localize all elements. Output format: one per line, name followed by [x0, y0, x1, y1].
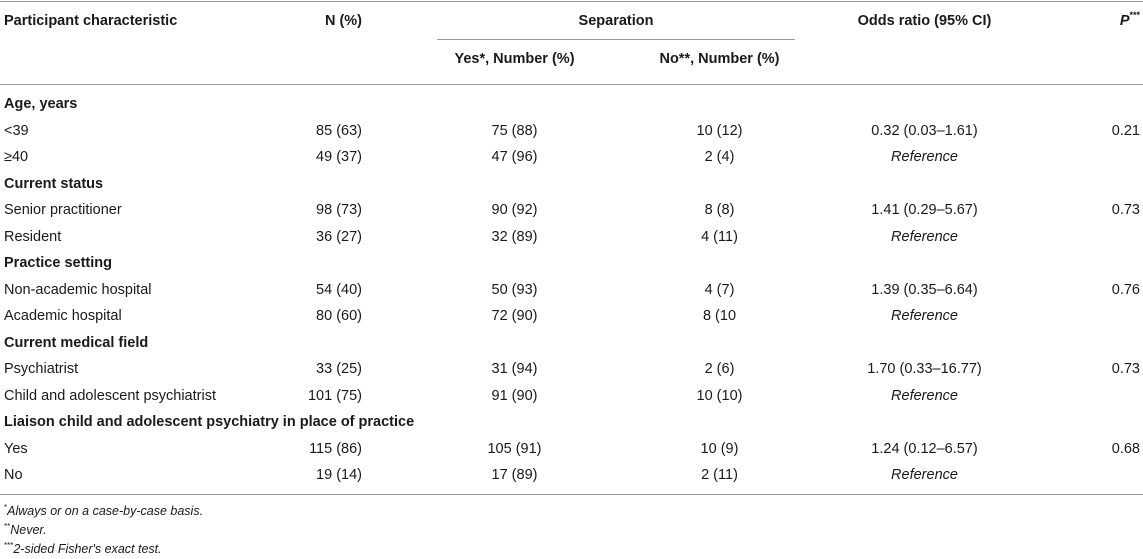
header-n: N (%) — [324, 13, 362, 29]
cell-or: Reference — [891, 149, 958, 165]
cell-p: 0.68 — [1111, 441, 1140, 457]
cell-no: 8 (8) — [704, 202, 735, 218]
separation-subrule — [437, 39, 795, 40]
cell-yes: 75 (88) — [491, 123, 538, 139]
cell-label: Academic hospital — [4, 308, 122, 324]
group-heading: Current status — [4, 176, 104, 192]
table-top-rule — [0, 1, 1143, 2]
cell-n: 85 (63) — [316, 123, 362, 139]
cell-label: Non-academic hospital — [4, 282, 152, 298]
header-odds-ratio: Odds ratio (95% CI) — [857, 13, 992, 29]
cell-no: 10 (10) — [696, 388, 743, 404]
cell-n: 19 (14) — [316, 467, 362, 483]
cell-yes: 47 (96) — [491, 149, 538, 165]
cell-no: 10 (12) — [696, 123, 743, 139]
cell-n: 98 (73) — [316, 202, 362, 218]
cell-yes: 72 (90) — [491, 308, 538, 324]
header-rule — [0, 84, 1143, 85]
cell-yes: 32 (89) — [491, 229, 538, 245]
cell-label: ≥40 — [4, 149, 29, 165]
header-yes: Yes*, Number (%) — [454, 51, 575, 67]
cell-or: Reference — [891, 229, 958, 245]
cell-no: 4 (7) — [704, 282, 735, 298]
cell-or: 0.32 (0.03–1.61) — [871, 123, 978, 139]
cell-or: 1.70 (0.33–16.77) — [867, 361, 982, 377]
footnote: **Never. — [4, 522, 47, 537]
cell-label: Psychiatrist — [4, 361, 79, 377]
cell-n: 101 (75) — [307, 388, 362, 404]
cell-label: <39 — [4, 123, 29, 139]
cell-yes: 90 (92) — [491, 202, 538, 218]
cell-n: 54 (40) — [316, 282, 362, 298]
cell-n: 80 (60) — [316, 308, 362, 324]
cell-or: Reference — [891, 388, 958, 404]
cell-p: 0.73 — [1111, 202, 1140, 218]
cell-no: 10 (9) — [700, 441, 739, 457]
cell-or: 1.39 (0.35–6.64) — [871, 282, 978, 298]
cell-p: 0.76 — [1111, 282, 1140, 298]
cell-n: 115 (86) — [309, 441, 362, 457]
cell-or: 1.24 (0.12–6.57) — [871, 441, 978, 457]
cell-label: Resident — [4, 229, 62, 245]
footnote: ***2-sided Fisher's exact test. — [4, 541, 162, 556]
cell-or: Reference — [891, 308, 958, 324]
cell-label: Senior practitioner — [4, 202, 122, 218]
cell-label: Child and adolescent psychiatrist — [4, 388, 216, 404]
cell-label: Yes — [4, 441, 28, 457]
cell-n: 49 (37) — [316, 149, 362, 165]
cell-no: 2 (11) — [701, 467, 738, 483]
cell-or: Reference — [891, 467, 958, 483]
cell-or: 1.41 (0.29–5.67) — [871, 202, 978, 218]
cell-no: 2 (4) — [704, 149, 735, 165]
cell-p: 0.73 — [1111, 361, 1140, 377]
cell-label: No — [4, 467, 23, 483]
group-heading: Current medical field — [4, 335, 149, 351]
cell-yes: 50 (93) — [491, 282, 538, 298]
footnote: *Always or on a case-by-case basis. — [4, 503, 204, 518]
header-no: No**, Number (%) — [659, 51, 780, 67]
group-heading: Age, years — [4, 96, 78, 112]
cell-yes: 91 (90) — [491, 388, 538, 404]
group-heading: Liaison child and adolescent psychiatry in place of practice — [4, 414, 415, 430]
cell-no: 2 (6) — [704, 361, 735, 377]
cell-n: 33 (25) — [316, 361, 362, 377]
cell-no: 8 (10 — [702, 308, 737, 324]
table-bottom-rule — [0, 494, 1143, 495]
cell-n: 36 (27) — [316, 229, 362, 245]
header-characteristic: Participant characteristic — [4, 13, 178, 29]
cell-yes: 17 (89) — [491, 467, 538, 483]
cell-yes: 105 (91) — [487, 441, 542, 457]
header-p: P*** — [1119, 10, 1140, 29]
cell-yes: 31 (94) — [491, 361, 538, 377]
cell-no: 4 (11) — [701, 229, 738, 245]
cell-p: 0.21 — [1111, 123, 1140, 139]
header-separation: Separation — [578, 13, 654, 29]
group-heading: Practice setting — [4, 255, 112, 271]
